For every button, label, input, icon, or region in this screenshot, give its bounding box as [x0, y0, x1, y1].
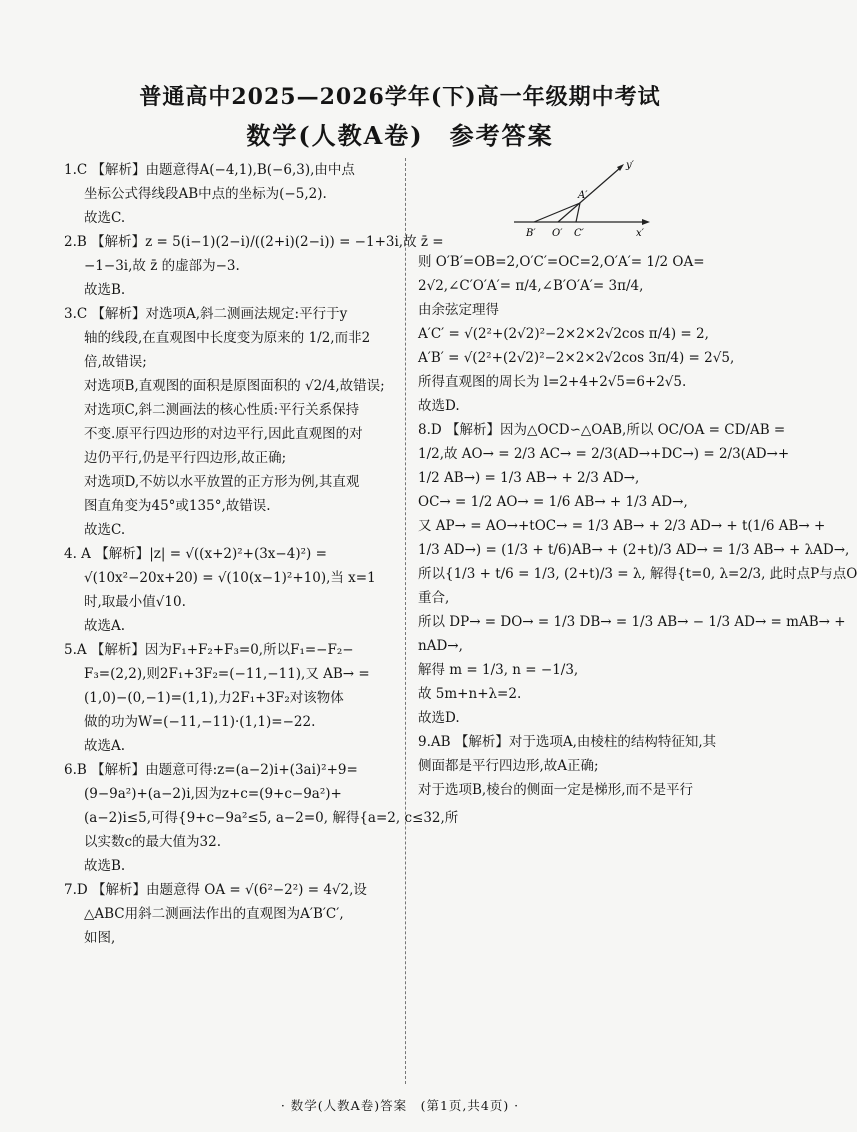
- left-line: 故选B.: [84, 858, 126, 874]
- right-line: 2√2,∠C′O′A′= π/4,∠B′O′A′= 3π/4,: [418, 278, 644, 294]
- right-line: A′B′ = √(2²+(2√2)²−2×2×2√2cos 3π/4) = 2√5,: [418, 350, 735, 366]
- left-line: 1.C 【解析】由题意得A(−4,1),B(−6,3),由中点: [64, 162, 355, 178]
- left-line: 6.B 【解析】由题意可得:z=(a−2)i+(3ai)²+9=: [64, 762, 358, 778]
- label-o: O′: [552, 228, 563, 239]
- left-line: 5.A 【解析】因为F₁+F₂+F₃=0,所以F₁=−F₂−: [64, 642, 354, 658]
- right-line: 解得 m = 1/3, n = −1/3,: [418, 662, 579, 678]
- label-x: x′: [636, 228, 644, 239]
- exam-title: 普通高中2025—2026学年(下)高一年级期中考试: [139, 84, 661, 110]
- exam-subtitle: 数学(人教A卷) 参考答案: [246, 121, 554, 150]
- left-line: (1,0)−(0,−1)=(1,1),力2F₁+3F₂对该物体: [84, 690, 344, 706]
- left-line: 4. A 【解析】|z| = √((x+2)²+(3x−4)²) =: [64, 546, 327, 562]
- left-line: 对选项B,直观图的面积是原图面积的 √2/4,故错误;: [84, 378, 385, 394]
- left-line: 时,取最小值√10.: [84, 594, 186, 610]
- left-line: 图直角变为45°或135°,故错误.: [84, 498, 271, 514]
- left-line: 3.C 【解析】对选项A,斜二测画法规定:平行于y: [64, 306, 348, 322]
- right-line: 所以 DP→ = DO→ = 1/3 DB→ = 1/3 AB→ − 1/3 AD→ = mAB→ +: [418, 614, 846, 630]
- left-line: 2.B 【解析】z = 5(i−1)(2−i)/((2+i)(2−i)) = −1+3i,故 z̄ =: [64, 234, 444, 250]
- left-line: 故选C.: [84, 210, 126, 226]
- right-line: 又 AP→ = AO→+tOC→ = 1/3 AB→ + 2/3 AD→ + t(1/6 AB→ +: [418, 518, 826, 534]
- page-footer: · 数学(人教A卷)答案 (第1页,共4页) ·: [280, 1098, 520, 1113]
- right-line: 故选D.: [418, 710, 460, 726]
- right-line: 对于选项B,棱台的侧面一定是梯形,而不是平行: [418, 782, 694, 798]
- left-line: 轴的线段,在直观图中长度变为原来的 1/2,而非2: [84, 330, 371, 346]
- left-line: −1−3i,故 z̄ 的虚部为−3.: [84, 258, 240, 274]
- right-line: OC→ = 1/2 AO→ = 1/6 AB→ + 1/3 AD→,: [418, 494, 688, 510]
- right-line: nAD→,: [418, 638, 463, 654]
- left-line: √(10x²−20x+20) = √(10(x−1)²+10),当 x=1: [84, 570, 376, 586]
- left-line: (9−9a²)+(a−2)i,因为z+c=(9+c−9a²)+: [84, 786, 342, 802]
- y-axis-line: [558, 168, 620, 222]
- left-line: (a−2)i≤5,可得{9+c−9a²≤5, a−2=0, 解得{a=2, c≤32,所: [84, 810, 459, 826]
- left-line: 故选A.: [84, 738, 126, 754]
- left-line: F₃=(2,2),则2F₁+3F₂=(−11,−11),又 AB→ =: [84, 666, 370, 682]
- right-line: 故 5m+n+λ=2.: [418, 686, 522, 702]
- oblique-projection-figure: [514, 160, 654, 244]
- left-line: 不变.原平行四边形的对边平行,因此直观图的对: [84, 426, 363, 442]
- right-line: 8.D 【解析】因为△OCD∽△OAB,所以 OC/OA = CD/AB =: [418, 422, 786, 438]
- left-line: 以实数c的最大值为32.: [84, 834, 222, 850]
- right-line: 重合,: [418, 590, 450, 606]
- right-line: 9.AB 【解析】对于选项A,由棱柱的结构特征知,其: [418, 734, 717, 750]
- left-line: 故选C.: [84, 522, 126, 538]
- right-line: 所以{1/3 + t/6 = 1/3, (2+t)/3 = λ, 解得{t=0, λ=2/3, 此时点P与点O: [418, 566, 857, 582]
- right-line: 1/3 AD→) = (1/3 + t/6)AB→ + (2+t)/3 AD→ = 1/3 AB→ + λAD→,: [418, 542, 850, 558]
- left-line: 7.D 【解析】由题意得 OA = √(6²−2²) = 4√2,设: [64, 882, 367, 898]
- label-c: C′: [574, 228, 584, 239]
- left-line: 做的功为W=(−11,−11)·(1,1)=−22.: [84, 714, 316, 730]
- right-line: 1/2 AB→) = 1/3 AB→ + 2/3 AD→,: [418, 470, 640, 486]
- right-line: A′C′ = √(2²+(2√2)²−2×2×2√2cos π/4) = 2,: [418, 326, 709, 342]
- left-line: 边仍平行,仍是平行四边形,故正确;: [84, 450, 287, 466]
- right-line: 故选D.: [418, 398, 460, 414]
- left-line: 故选B.: [84, 282, 126, 298]
- left-line: 对选项D,不妨以水平放置的正方形为例,其直观: [84, 474, 360, 490]
- left-line: △ABC用斜二测画法作出的直观图为A′B′C′,: [84, 906, 344, 922]
- x-axis-arrow: [642, 219, 650, 225]
- column-divider: [405, 158, 406, 1084]
- left-line: 对选项C,斜二测画法的核心性质:平行关系保持: [84, 402, 360, 418]
- left-line: 坐标公式得线段AB中点的坐标为(−5,2).: [84, 186, 327, 202]
- left-line: 如图,: [84, 930, 116, 946]
- right-line: 所得直观图的周长为 l=2+4+2√5=6+2√5.: [418, 374, 687, 390]
- label-b: B′: [526, 228, 536, 239]
- right-line: 侧面都是平行四边形,故A正确;: [418, 758, 599, 774]
- left-line: 倍,故错误;: [84, 354, 147, 370]
- label-y: y′: [626, 160, 634, 171]
- segment-b-a: [534, 203, 580, 222]
- label-a: A′: [578, 190, 588, 201]
- right-line: 1/2,故 AO→ = 2/3 AC→ = 2/3(AD→+DC→) = 2/3(AD→+: [418, 446, 790, 462]
- right-line: 由余弦定理得: [418, 302, 499, 318]
- left-line: 故选A.: [84, 618, 126, 634]
- right-line: 则 O′B′=OB=2,O′C′=OC=2,O′A′= 1/2 OA=: [418, 254, 705, 270]
- right-column: [418, 158, 857, 802]
